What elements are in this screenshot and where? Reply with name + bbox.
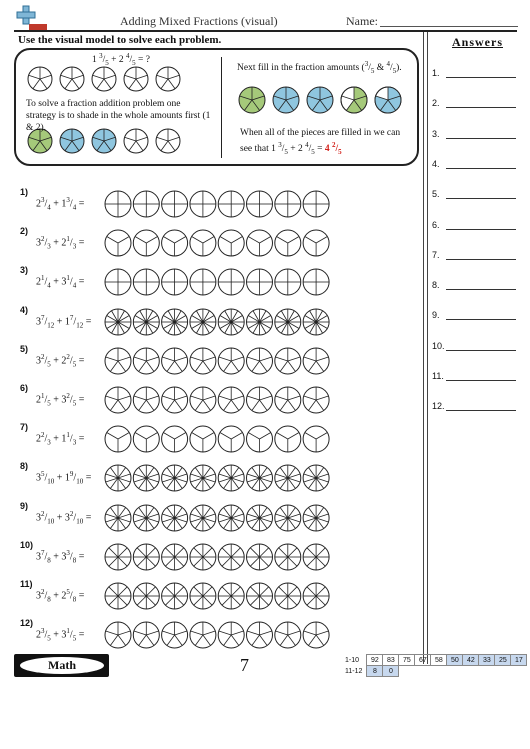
fraction-circle[interactable]	[162, 309, 188, 335]
fraction-circle[interactable]	[190, 622, 216, 648]
fraction-circle[interactable]	[218, 426, 244, 452]
example-right-circles	[238, 84, 413, 116]
answer-number: 2.	[432, 98, 440, 109]
fraction-circle[interactable]	[190, 465, 216, 491]
fraction-circle[interactable]	[303, 269, 329, 295]
answer-line[interactable]	[446, 138, 516, 139]
fraction-circle[interactable]	[303, 622, 329, 648]
fraction-circle[interactable]	[162, 230, 188, 256]
fraction-circle[interactable]	[190, 230, 216, 256]
fraction-circle[interactable]	[275, 583, 301, 609]
problem-number: 12)	[20, 618, 34, 629]
problem-number: 10)	[20, 539, 34, 550]
fraction-circle[interactable]	[275, 309, 301, 335]
fraction-circle[interactable]	[190, 505, 216, 531]
fraction-circle[interactable]	[275, 544, 301, 570]
fraction-circle[interactable]	[133, 622, 159, 648]
problem-expression: $3^7/_8 + 3^3/_8$ =	[36, 548, 85, 565]
fraction-circle[interactable]	[218, 505, 244, 531]
fraction-circle[interactable]	[28, 67, 52, 91]
fraction-circle[interactable]	[218, 348, 244, 374]
fraction-circle[interactable]	[303, 505, 329, 531]
fraction-circle[interactable]	[218, 387, 244, 413]
instructions: Use the visual model to solve each problem.	[18, 34, 222, 46]
fraction-circle[interactable]	[218, 309, 244, 335]
score-cell: 50	[447, 655, 463, 666]
fraction-circle[interactable]	[105, 505, 131, 531]
fraction-circle[interactable]	[218, 583, 244, 609]
fraction-circle[interactable]	[303, 544, 329, 570]
fraction-circle[interactable]	[124, 67, 148, 91]
answer-line[interactable]	[446, 168, 516, 169]
fraction-circle[interactable]	[105, 269, 131, 295]
fraction-circle[interactable]	[247, 230, 273, 256]
fraction-circle[interactable]	[218, 269, 244, 295]
answer-line[interactable]	[446, 229, 516, 230]
fraction-circle[interactable]	[162, 348, 188, 374]
problem-circles	[104, 386, 336, 414]
fraction-circle[interactable]	[105, 544, 131, 570]
fraction-circle[interactable]	[162, 465, 188, 491]
fraction-circle[interactable]	[162, 622, 188, 648]
fraction-circle[interactable]	[105, 309, 131, 335]
problem-circles	[104, 504, 336, 532]
worksheet-title: Adding Mixed Fractions (visual)	[120, 14, 278, 28]
fraction-circle[interactable]	[105, 583, 131, 609]
fraction-circle[interactable]	[275, 269, 301, 295]
example-divider-arrow	[221, 57, 222, 158]
answer-line[interactable]	[446, 350, 516, 351]
subject-label: Math	[20, 657, 104, 674]
problem-expression: $2^2/_3 + 1^1/_3$ =	[36, 431, 85, 447]
fraction-circle[interactable]	[275, 465, 301, 491]
fraction-circle[interactable]	[162, 544, 188, 570]
fraction-circle[interactable]	[303, 230, 329, 256]
problem-circles	[104, 621, 336, 649]
fraction-circle[interactable]	[247, 544, 273, 570]
page-number: 7	[240, 655, 249, 675]
fraction-circle[interactable]	[303, 583, 329, 609]
fraction-circle[interactable]	[218, 544, 244, 570]
fraction-circle[interactable]	[105, 387, 131, 413]
fraction-circle[interactable]	[375, 87, 401, 113]
name-field-line[interactable]	[380, 26, 518, 27]
fraction-circle[interactable]	[190, 191, 216, 217]
score-cell: 0	[383, 666, 399, 677]
answer-line[interactable]	[446, 198, 516, 199]
fraction-circle[interactable]	[190, 387, 216, 413]
fraction-circle[interactable]	[275, 230, 301, 256]
problem-number: 3)	[20, 265, 29, 276]
score-cell: 42	[463, 655, 479, 666]
fraction-circle[interactable]	[303, 309, 329, 335]
fraction-circle[interactable]	[218, 191, 244, 217]
score-cell: 67	[415, 655, 431, 666]
fraction-circle[interactable]	[133, 505, 159, 531]
problem-number: 1)	[20, 187, 29, 197]
problem-number: 5)	[20, 343, 29, 354]
problem-circles	[104, 582, 336, 610]
answer-line[interactable]	[446, 259, 516, 260]
problem-expression: $3^2/_{10} + 3^2/_{10}$ =	[36, 509, 92, 525]
fraction-circle[interactable]	[307, 87, 333, 113]
answer-number: 3.	[432, 128, 440, 139]
fraction-circle[interactable]	[162, 387, 188, 413]
problem-expression: $2^1/_4 + 3^1/_4$ =	[36, 274, 85, 290]
problem-expression: $2^3/_5 + 3^1/_5$ =	[36, 627, 85, 643]
problem-expression: $3^7/_{12} + 1^7/_{12}$ =	[36, 313, 92, 329]
problem-circles	[104, 347, 336, 375]
problem-number: 4)	[20, 304, 29, 315]
fraction-circle[interactable]	[303, 426, 329, 452]
fraction-circle[interactable]	[247, 269, 273, 295]
answer-number: 11.	[432, 371, 444, 381]
fraction-circle[interactable]	[247, 191, 273, 217]
fraction-circle[interactable]	[190, 544, 216, 570]
name-label: Name:	[346, 14, 378, 28]
fraction-circle[interactable]	[60, 67, 84, 91]
problem-circles	[104, 308, 336, 336]
fraction-circle[interactable]	[162, 583, 188, 609]
fraction-circle[interactable]	[133, 230, 159, 256]
score-cell: 33	[479, 655, 495, 666]
fraction-circle[interactable]	[218, 230, 244, 256]
problem-circles	[104, 425, 336, 453]
example-answer: 4 $^2/_5$	[324, 141, 342, 157]
fraction-circle[interactable]	[303, 465, 329, 491]
problem-number: 2)	[20, 226, 29, 237]
problem-circles	[104, 268, 336, 296]
fraction-circle[interactable]	[162, 269, 188, 295]
score-row-label: 1-10	[345, 656, 360, 664]
fraction-circle[interactable]	[218, 465, 244, 491]
header-divider	[14, 30, 517, 32]
problem-number: 11)	[20, 579, 33, 589]
fraction-circle[interactable]	[275, 622, 301, 648]
answer-line[interactable]	[446, 77, 516, 78]
answer-number: 5.	[432, 189, 440, 200]
fraction-circle[interactable]	[190, 426, 216, 452]
fraction-circle[interactable]	[247, 465, 273, 491]
fraction-circle[interactable]	[105, 348, 131, 374]
fraction-circle[interactable]	[133, 583, 159, 609]
answer-line[interactable]	[446, 319, 516, 320]
score-cell: 8	[367, 666, 383, 677]
example-equation: 1 $^3/_5 + 2$ $^4/_5$ = ?	[92, 52, 150, 68]
score-cell: 58	[431, 655, 447, 666]
fraction-circle[interactable]	[190, 348, 216, 374]
fraction-circle[interactable]	[275, 426, 301, 452]
fraction-circle[interactable]	[105, 465, 131, 491]
fraction-circle[interactable]	[247, 622, 273, 648]
fraction-circle[interactable]	[105, 622, 131, 648]
problem-number: 9)	[20, 500, 29, 511]
fraction-circle[interactable]	[105, 191, 131, 217]
fraction-circle[interactable]	[133, 465, 159, 491]
answer-number: 6.	[432, 219, 440, 230]
answer-number: 4.	[432, 158, 440, 169]
fraction-circle[interactable]	[247, 309, 273, 335]
fraction-circle[interactable]	[303, 387, 329, 413]
problem-number: 8)	[20, 461, 29, 472]
fraction-circle[interactable]	[105, 426, 131, 452]
fraction-circle[interactable]	[133, 348, 159, 374]
score-cell: 75	[399, 655, 415, 666]
answer-number: 1.	[432, 68, 440, 78]
answer-line[interactable]	[446, 289, 516, 290]
answer-number: 8.	[432, 280, 440, 291]
score-cell: 17	[511, 655, 527, 666]
fraction-circle[interactable]	[273, 87, 299, 113]
problem-expression: $3^5/_{10} + 1^9/_{10}$ =	[36, 470, 92, 486]
fraction-circle[interactable]	[162, 191, 188, 217]
example-strategy-text: To solve a fraction addition problem one strategy is to shade in the whole amounts first (1 & 2).	[26, 99, 211, 133]
problem-expression: $3^2/_5 + 2^2/_5$ =	[36, 352, 85, 369]
fraction-circle[interactable]	[133, 544, 159, 570]
score-table	[343, 654, 527, 677]
fraction-circle[interactable]	[133, 309, 159, 335]
answer-line[interactable]	[446, 410, 516, 411]
answer-number: 10.	[432, 340, 445, 351]
fraction-circle[interactable]	[133, 387, 159, 413]
fraction-circle[interactable]	[133, 191, 159, 217]
fraction-circle[interactable]	[190, 583, 216, 609]
fraction-circle[interactable]	[275, 505, 301, 531]
fraction-circle[interactable]	[303, 348, 329, 374]
fraction-circle[interactable]	[275, 191, 301, 217]
answers-column-divider	[423, 32, 428, 664]
fraction-circle[interactable]	[156, 67, 180, 91]
problem-expression: $3^2/_8 + 2^5/_8$ =	[36, 588, 85, 604]
problem-number: 7)	[20, 422, 29, 433]
problem-circles	[104, 464, 336, 492]
score-row-label: 11-12	[345, 667, 363, 675]
fraction-circle[interactable]	[247, 348, 273, 374]
answer-line[interactable]	[446, 107, 516, 108]
fraction-circle[interactable]	[239, 87, 265, 113]
answers-title: Answers	[452, 35, 503, 49]
fraction-circle[interactable]	[275, 387, 301, 413]
fraction-circle[interactable]	[190, 269, 216, 295]
problem-circles	[104, 229, 336, 257]
score-cell: 25	[495, 655, 511, 666]
fraction-circle[interactable]	[162, 505, 188, 531]
answer-line[interactable]	[446, 380, 516, 381]
problem-circles	[104, 190, 336, 218]
answer-number: 7.	[432, 249, 440, 260]
fraction-circle[interactable]	[247, 426, 273, 452]
fraction-circle[interactable]	[105, 230, 131, 256]
fraction-circle[interactable]	[275, 348, 301, 374]
fraction-circle[interactable]	[247, 387, 273, 413]
problem-number: 6)	[20, 383, 29, 393]
fraction-circle[interactable]	[133, 426, 159, 452]
fraction-circle[interactable]	[247, 505, 273, 531]
problem-circles	[104, 543, 336, 571]
fraction-circle[interactable]	[247, 583, 273, 609]
fraction-circle[interactable]	[133, 269, 159, 295]
fraction-circle[interactable]	[218, 622, 244, 648]
answer-number: 9.	[432, 310, 440, 321]
score-cell: 83	[383, 655, 399, 666]
example-fill-text: Next fill in the fraction amounts ($^3/_5$ & $^4/_5$).	[237, 60, 402, 76]
fraction-circle[interactable]	[303, 191, 329, 217]
fraction-circle[interactable]	[341, 87, 367, 113]
fraction-circle[interactable]	[162, 426, 188, 452]
score-cell: 92	[367, 655, 383, 666]
problem-expression: $2^1/_5 + 3^2/_5$ =	[36, 392, 85, 408]
answer-number: 12.	[432, 401, 445, 412]
example-result-text: When all of the pieces are filled in we can see that 1 $^3/_5 + 2$ $^4/_5 = 4$ $^2/_5$	[240, 128, 401, 157]
fraction-circle[interactable]	[190, 309, 216, 335]
problem-expression: $2^3/_4 + 1^3/_4$ =	[36, 196, 85, 212]
fraction-circle[interactable]	[92, 67, 116, 91]
problem-expression: $3^2/_3 + 2^1/_3$ =	[36, 235, 85, 251]
